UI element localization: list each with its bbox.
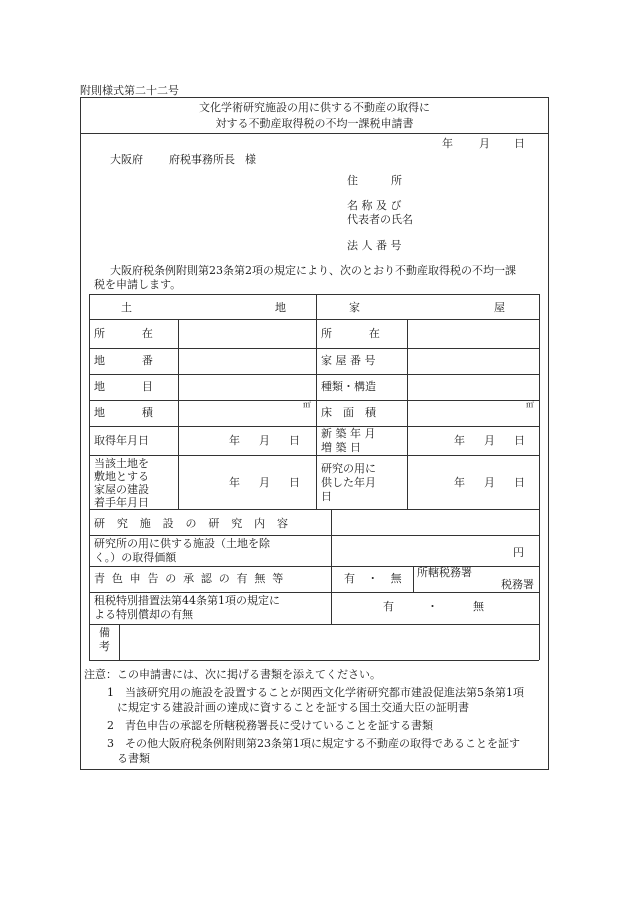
form-title-line1: 文化学術研究施設の用に供する不動産の取得に xyxy=(199,101,430,114)
house-header-right: 屋 xyxy=(494,301,505,314)
note-3-line-2: る書類 xyxy=(117,752,150,765)
house-new-year: 年 xyxy=(454,434,465,447)
tax-office-suffix: 税務署 xyxy=(501,578,534,591)
house-research-label-3: 日 xyxy=(321,490,332,503)
intro-text-2: 税を申請します。 xyxy=(94,278,182,291)
land-construction-label-3: 家屋の建設 xyxy=(94,483,149,496)
blue-return-label: 青色申告の承認の有無等 xyxy=(94,572,291,585)
price-label-2: く。）の取得価額 xyxy=(94,551,177,564)
land-header-right: 地 xyxy=(275,301,286,314)
land-acquired-label: 取得年月日 xyxy=(94,434,149,447)
applicant-name-label-2: 代表者の氏名 xyxy=(347,213,413,226)
special-depreciation-no: 無 xyxy=(473,600,484,613)
house-research-label-2: 供した年月 xyxy=(321,476,376,489)
date-day: 日 xyxy=(514,137,525,150)
land-construction-label-4: 着手年月日 xyxy=(94,496,149,509)
land-area-unit: ㎡ xyxy=(303,400,311,409)
addressee-prefecture: 大阪府 xyxy=(110,153,143,166)
form-label: 附則様式第二十二号 xyxy=(80,84,179,97)
intro-text-1: 大阪府税条例附則第23条第2項の規定により、次のとおり不動産取得税の不均一課 xyxy=(110,264,516,277)
applicant-address-label: 住 所 xyxy=(347,174,402,187)
price-label-1: 研究所の用に供する施設（土地を除 xyxy=(94,537,270,550)
blue-return-yes-no: 有 ・ 無 xyxy=(344,572,406,585)
land-construction-day: 日 xyxy=(289,476,300,489)
land-acquired-month: 月 xyxy=(259,434,270,447)
tax-office-label: 所轄税務署 xyxy=(417,566,472,579)
house-floor-unit: ㎡ xyxy=(526,400,534,409)
land-category-label: 地 目 xyxy=(94,380,158,393)
note-3-line-1: 3 その他大阪府税条例附則第23条第1項に規定する不動産の取得であることを証す xyxy=(107,737,520,750)
land-location-label: 所 在 xyxy=(94,327,158,340)
house-new-label-1: 新 築 年 月 xyxy=(321,427,376,440)
date-year: 年 xyxy=(442,137,453,150)
house-research-year: 年 xyxy=(454,476,465,489)
remarks-label-2: 考 xyxy=(99,640,110,653)
house-research-label-1: 研究の用に xyxy=(321,462,376,475)
land-acquired-day: 日 xyxy=(289,434,300,447)
land-construction-month: 月 xyxy=(259,476,270,489)
house-header-left: 家 xyxy=(349,301,360,314)
notes-heading: 注意：この申請書には、次に掲げる書類を添えてください。 xyxy=(84,668,381,681)
house-type-label: 種類・構造 xyxy=(321,380,376,393)
research-content-label: 研究施設の研究内容 xyxy=(94,517,300,530)
application-form xyxy=(80,97,549,770)
land-lot-label: 地 番 xyxy=(94,354,158,367)
land-acquired-year: 年 xyxy=(229,434,240,447)
house-new-label-2: 増 築 日 xyxy=(321,441,361,454)
house-research-day: 日 xyxy=(514,476,525,489)
land-header-left: 土 xyxy=(121,301,132,314)
special-depreciation-yes: 有 xyxy=(383,600,394,613)
corp-number-label: 法 人 番 号 xyxy=(347,239,402,252)
date-month: 月 xyxy=(479,137,490,150)
house-new-day: 日 xyxy=(514,434,525,447)
note-1-line-1: 1 当該研究用の施設を設置することが関西文化学術研究都市建設促進法第5条第1項 xyxy=(107,686,524,699)
land-construction-label-1: 当該土地を xyxy=(94,457,149,470)
form-title-line2: 対する不動産取得税の不均一課税申請書 xyxy=(215,117,414,130)
house-new-month: 月 xyxy=(484,434,495,447)
addressee-honorific: 様 xyxy=(245,153,256,166)
applicant-name-label-1: 名 称 及 び xyxy=(347,199,402,212)
special-depreciation-label-1: 租税特別措置法第44条第1項の規定に xyxy=(94,594,280,607)
note-1-line-2: に規定する建設計画の達成に資することを証する国土交通大臣の証明書 xyxy=(117,701,469,714)
land-construction-label-2: 敷地とする xyxy=(94,470,149,483)
special-depreciation-label-2: よる特別償却の有無 xyxy=(94,608,193,621)
house-floor-label: 床 面 積 xyxy=(321,406,376,419)
house-research-month: 月 xyxy=(484,476,495,489)
note-2: 2 青色申告の承認を所轄税務署長に受けていることを証する書類 xyxy=(107,719,433,732)
house-location-label: 所 在 xyxy=(321,327,385,340)
house-number-label: 家 屋 番 号 xyxy=(321,354,376,367)
land-area-label: 地 積 xyxy=(94,406,158,419)
special-depreciation-dot: ・ xyxy=(427,600,438,613)
price-yen: 円 xyxy=(513,546,524,559)
land-construction-year: 年 xyxy=(229,476,240,489)
addressee-office: 府税事務所長 xyxy=(169,153,235,166)
remarks-label-1: 備 xyxy=(99,626,110,639)
